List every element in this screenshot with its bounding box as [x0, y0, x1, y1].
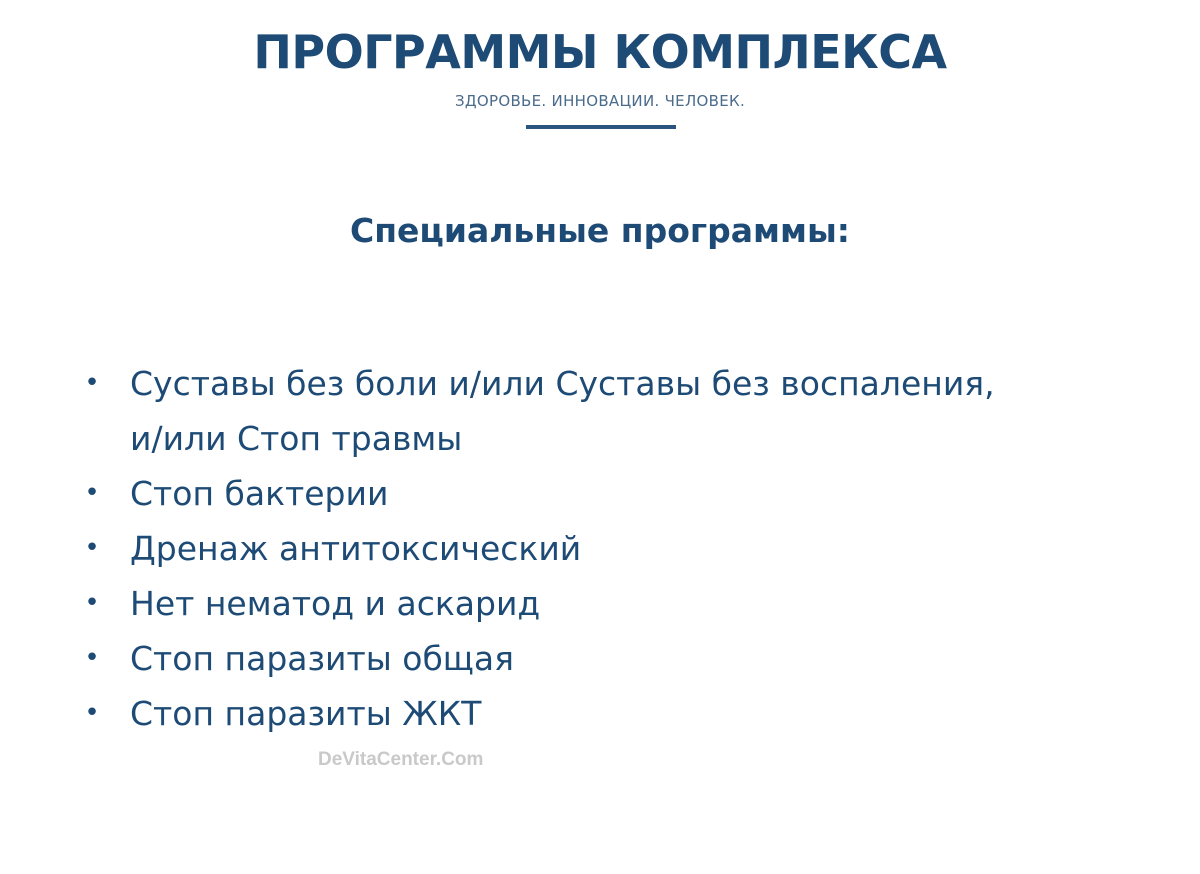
- watermark: DeVitaCenter.Com: [318, 749, 484, 770]
- list-item-text: и/или Стоп травмы: [130, 419, 463, 458]
- list-item: [82, 686, 1162, 741]
- bullet-icon: •: [84, 368, 100, 398]
- list-item-text: Стоп бактерии: [130, 474, 389, 513]
- list-item: [82, 466, 1162, 521]
- list-item: [82, 521, 1162, 576]
- page-subtitle: ЗДОРОВЬЕ. ИННОВАЦИИ. ЧЕЛОВЕК.: [454, 92, 746, 110]
- programs-list: [82, 356, 1162, 741]
- bullet-icon: •: [84, 588, 100, 618]
- bullet-icon: •: [84, 698, 100, 728]
- list-item: [82, 576, 1162, 631]
- page-title: ПРОГРАММЫ КОМПЛЕКСА: [253, 25, 947, 79]
- bullet-icon: •: [84, 478, 100, 508]
- section-heading: Специальные программы:: [349, 211, 850, 250]
- list-item-continuation: [82, 411, 1162, 466]
- bullet-icon: •: [84, 643, 100, 673]
- list-item: [82, 631, 1162, 686]
- list-item-text: Стоп паразиты ЖКТ: [130, 694, 482, 733]
- list-item-text: Нет нематод и аскарид: [130, 584, 541, 623]
- list-item: [82, 356, 1162, 411]
- title-divider: [526, 125, 676, 129]
- list-item-text: Суставы без боли и/или Суставы без воспаления,: [130, 364, 995, 403]
- list-item-text: Дренаж антитоксический: [130, 529, 582, 568]
- list-item-text: Стоп паразиты общая: [130, 639, 514, 678]
- bullet-icon: •: [84, 533, 100, 563]
